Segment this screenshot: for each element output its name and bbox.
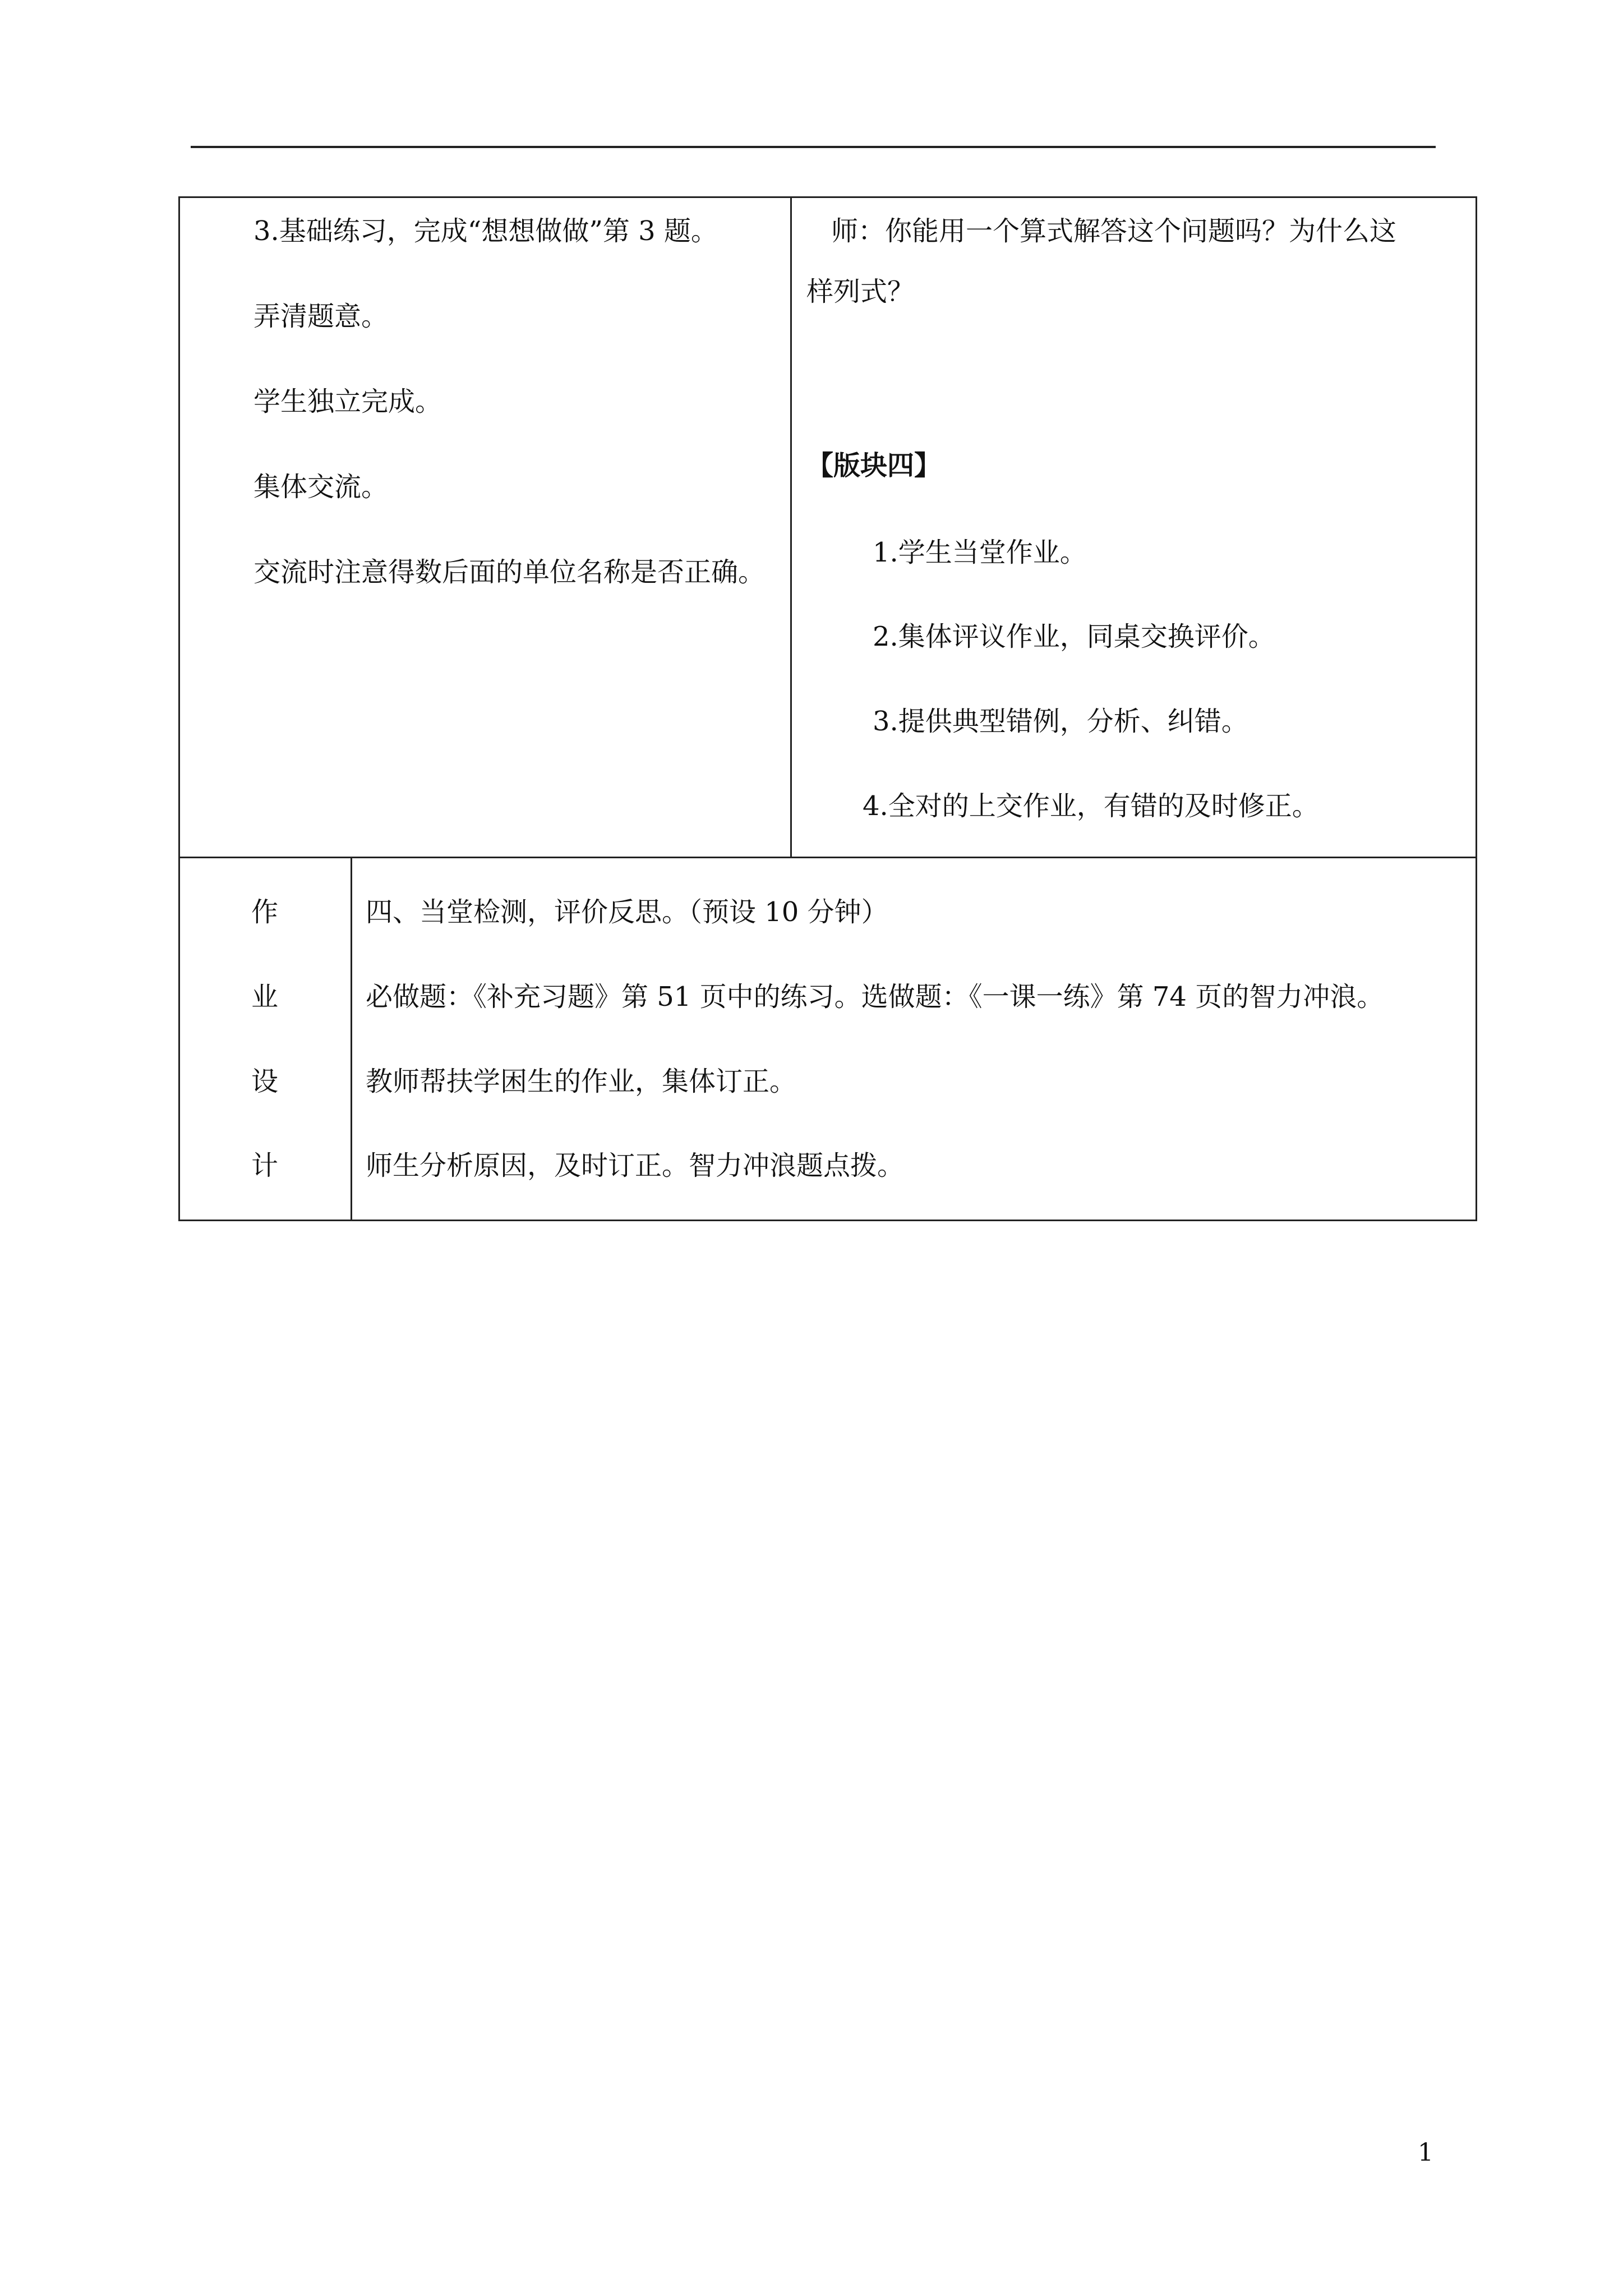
- page-number: 1: [1418, 2138, 1433, 2167]
- homework-line: 四、当堂检测，评价反思。（预设 10 分钟）: [366, 896, 888, 928]
- homework-label-char: 计: [251, 1150, 278, 1181]
- header-rule: [191, 146, 1436, 148]
- right-cell-line: 师：你能用一个算式解答这个问题吗？为什么这: [831, 215, 1397, 247]
- section-title: 【版块四】: [806, 450, 942, 481]
- homework-line: 必做题：《补充习题》第 51 页中的练习。选做题：《一课一练》第 74 页的智力冲浪。: [366, 981, 1384, 1013]
- left-cell-line: 弄清题意。: [253, 301, 389, 332]
- homework-label-char: 作: [251, 896, 278, 928]
- homework-label-char: 设: [251, 1066, 278, 1097]
- column-divider: [790, 198, 792, 857]
- homework-line: 教师帮扶学困生的作业，集体订正。: [366, 1066, 797, 1097]
- left-cell-line: 3.基础练习，完成“想想做做”第 3 题。: [253, 215, 718, 247]
- left-cell-line: 集体交流。: [253, 471, 389, 503]
- right-cell-item: 1.学生当堂作业。: [873, 537, 1087, 568]
- left-cell-line: 交流时注意得数后面的单位名称是否正确。: [253, 556, 766, 588]
- right-cell-item: 4.全对的上交作业，有错的及时修正。: [863, 790, 1319, 822]
- homework-label-char: 业: [251, 981, 278, 1013]
- left-cell-line: 学生独立完成。: [253, 386, 442, 417]
- right-cell-item: 2.集体评议作业，同桌交换评价。: [873, 621, 1275, 652]
- column-divider: [351, 858, 352, 1220]
- right-cell-item: 3.提供典型错例，分析、纠错。: [873, 706, 1248, 737]
- right-cell-line: 样列式？: [806, 276, 915, 307]
- homework-line: 师生分析原因，及时订正。智力冲浪题点拨。: [366, 1150, 905, 1181]
